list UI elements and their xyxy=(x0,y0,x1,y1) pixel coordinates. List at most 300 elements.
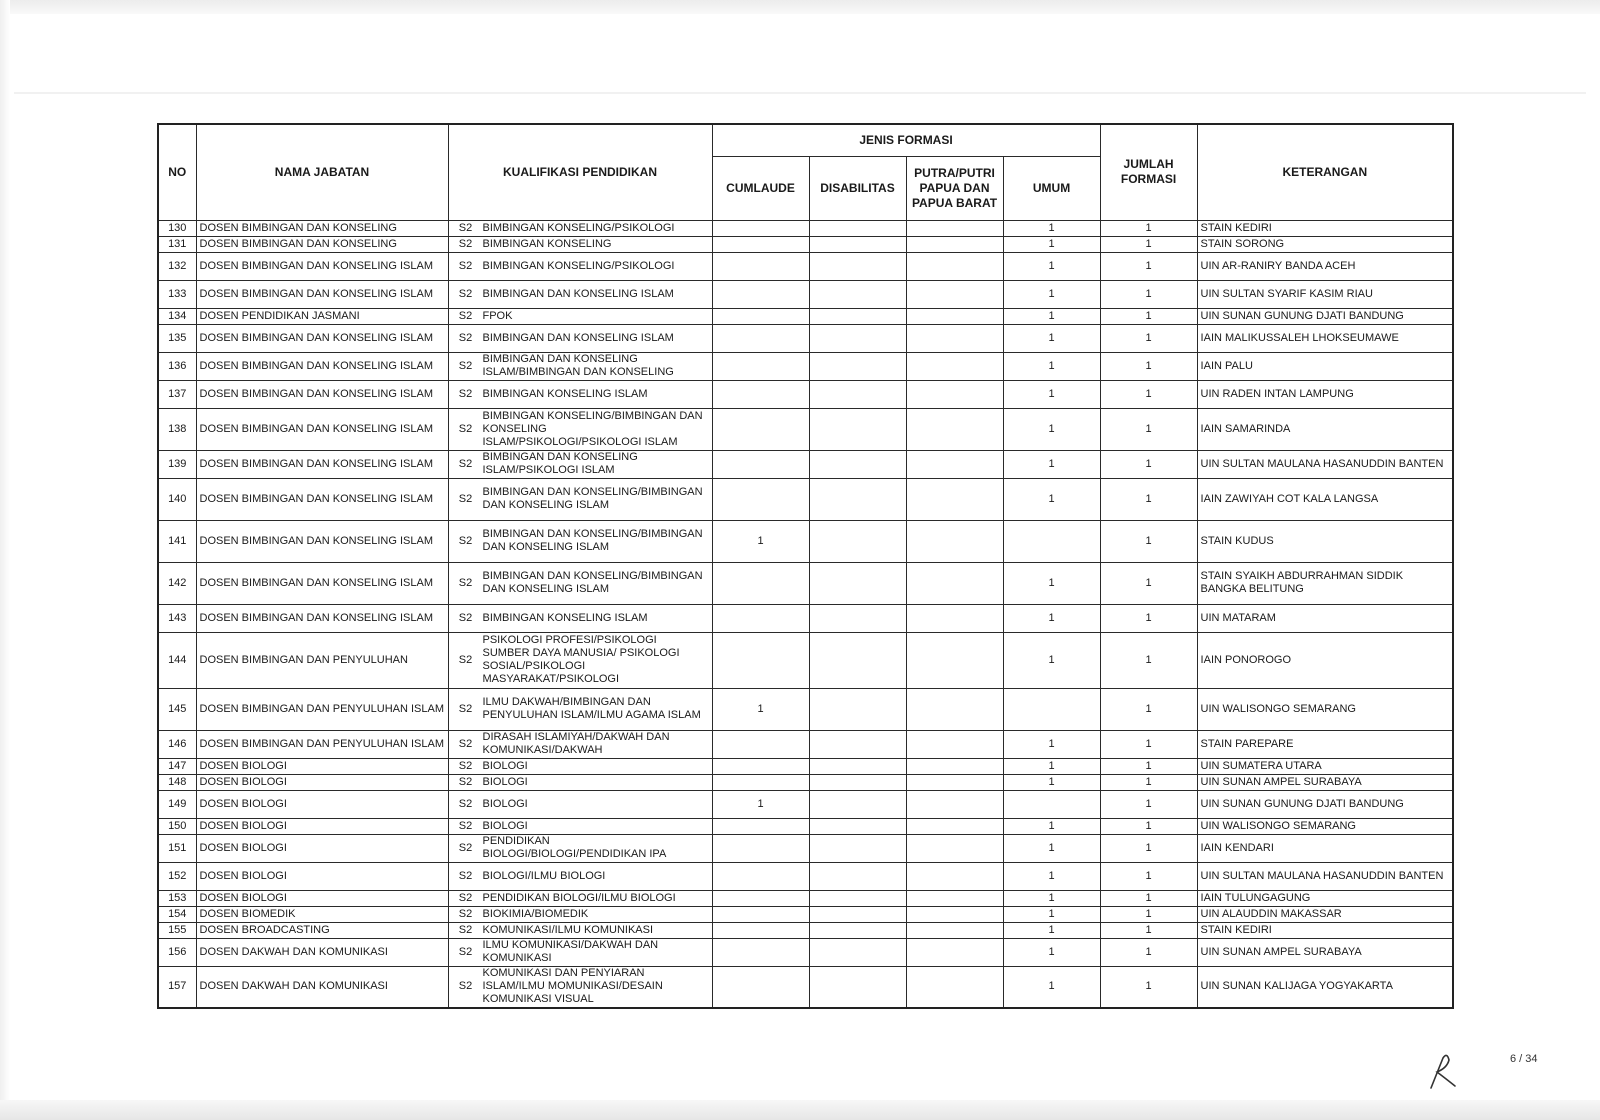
table-row xyxy=(158,818,1453,834)
cell-no: 140 xyxy=(158,478,196,520)
cell-jumlah-formasi: 1 xyxy=(1100,906,1197,922)
cell-keterangan: IAIN SAMARINDA xyxy=(1197,408,1453,450)
cell-program-studi: DIRASAH ISLAMIYAH/DAKWAH DAN KOMUNIKASI/DAKWAH xyxy=(482,731,670,756)
cell-jumlah-formasi: 1 xyxy=(1100,604,1197,632)
cell-keterangan: UIN SUNAN KALIJAGA YOGYAKARTA xyxy=(1197,966,1453,1008)
cell-cumlaude xyxy=(712,252,809,280)
cell-umum: 1 xyxy=(1003,922,1100,938)
cell-no: 150 xyxy=(158,818,196,834)
table-row xyxy=(158,220,1453,236)
cell-keterangan: STAIN SYAIKH ABDURRAHMAN SIDDIK BANGKA BELITUNG xyxy=(1197,562,1453,604)
cell-papua xyxy=(906,688,1003,730)
cell-papua xyxy=(906,408,1003,450)
cell-papua xyxy=(906,922,1003,938)
cell-umum: 1 xyxy=(1003,380,1100,408)
cell-papua xyxy=(906,758,1003,774)
cell-jumlah-formasi: 1 xyxy=(1100,730,1197,758)
cell-program-studi: BIOLOGI xyxy=(482,775,528,788)
cell-umum: 1 xyxy=(1003,236,1100,252)
cell-umum: 1 xyxy=(1003,478,1100,520)
cell-umum: 1 xyxy=(1003,308,1100,324)
cell-no: 145 xyxy=(158,688,196,730)
cell-kualifikasi xyxy=(448,604,712,632)
cell-nama-jabatan: DOSEN PENDIDIKAN JASMANI xyxy=(196,308,448,324)
cell-papua xyxy=(906,906,1003,922)
cell-program-studi: BIMBINGAN KONSELING ISLAM xyxy=(482,611,648,624)
cell-papua xyxy=(906,324,1003,352)
cell-keterangan: IAIN TULUNGAGUNG xyxy=(1197,890,1453,906)
cell-jumlah-formasi: 1 xyxy=(1100,632,1197,688)
cell-nama-jabatan: DOSEN BIMBINGAN DAN KONSELING ISLAM xyxy=(196,604,448,632)
cell-cumlaude xyxy=(712,220,809,236)
cell-papua xyxy=(906,220,1003,236)
cell-no: 136 xyxy=(158,352,196,380)
cell-nama-jabatan: DOSEN BIMBINGAN DAN KONSELING ISLAM xyxy=(196,520,448,562)
cell-cumlaude xyxy=(712,966,809,1008)
cell-nama-jabatan: DOSEN BROADCASTING xyxy=(196,922,448,938)
cell-jumlah-formasi: 1 xyxy=(1100,236,1197,252)
table-row xyxy=(158,236,1453,252)
cell-disabilitas xyxy=(809,408,906,450)
cell-jumlah-formasi: 1 xyxy=(1100,938,1197,966)
cell-program-studi: PSIKOLOGI PROFESI/PSIKOLOGI SUMBER DAYA MANUSIA/ PSIKOLOGI SOSIAL/PSIKOLOGI MASYARAKAT/PSIKOLOGI xyxy=(482,634,680,685)
cell-jumlah-formasi: 1 xyxy=(1100,758,1197,774)
cell-keterangan: UIN SUNAN AMPEL SURABAYA xyxy=(1197,774,1453,790)
table-row xyxy=(158,478,1453,520)
cell-no: 152 xyxy=(158,862,196,890)
header-jumlah-formasi: JUMLAH FORMASI xyxy=(1100,124,1197,220)
cell-jenjang: S2 xyxy=(458,869,473,882)
cell-disabilitas xyxy=(809,280,906,308)
cell-kualifikasi xyxy=(448,938,712,966)
cell-papua xyxy=(906,252,1003,280)
cell-disabilitas xyxy=(809,730,906,758)
cell-papua xyxy=(906,632,1003,688)
cell-papua xyxy=(906,890,1003,906)
cell-disabilitas xyxy=(809,380,906,408)
cell-jumlah-formasi: 1 xyxy=(1100,862,1197,890)
cell-jenjang: S2 xyxy=(458,331,473,344)
cell-cumlaude xyxy=(712,890,809,906)
cell-no: 144 xyxy=(158,632,196,688)
cell-disabilitas xyxy=(809,834,906,862)
cell-jumlah-formasi: 1 xyxy=(1100,308,1197,324)
cell-nama-jabatan: DOSEN BIMBINGAN DAN KONSELING ISLAM xyxy=(196,252,448,280)
cell-no: 141 xyxy=(158,520,196,562)
cell-cumlaude xyxy=(712,834,809,862)
cell-umum: 1 xyxy=(1003,324,1100,352)
cell-keterangan: IAIN PALU xyxy=(1197,352,1453,380)
cell-kualifikasi xyxy=(448,220,712,236)
cell-disabilitas xyxy=(809,324,906,352)
cell-jenjang: S2 xyxy=(458,907,473,920)
header-no: NO xyxy=(158,124,196,220)
cell-nama-jabatan: DOSEN BIMBINGAN DAN KONSELING ISLAM xyxy=(196,450,448,478)
cell-disabilitas xyxy=(809,774,906,790)
cell-disabilitas xyxy=(809,252,906,280)
header-putra-putri-papua: PUTRA/PUTRI PAPUA DAN PAPUA BARAT xyxy=(906,156,1003,220)
cell-umum: 1 xyxy=(1003,408,1100,450)
cell-kualifikasi xyxy=(448,408,712,450)
cell-nama-jabatan: DOSEN BIMBINGAN DAN PENYULUHAN xyxy=(196,632,448,688)
table-row xyxy=(158,862,1453,890)
cell-nama-jabatan: DOSEN BIMBINGAN DAN KONSELING xyxy=(196,236,448,252)
cell-papua xyxy=(906,938,1003,966)
cell-papua xyxy=(906,352,1003,380)
cell-program-studi: BIMBINGAN KONSELING/PSIKOLOGI xyxy=(482,259,675,272)
table-row xyxy=(158,632,1453,688)
cell-program-studi: BIOLOGI/ILMU BIOLOGI xyxy=(482,869,606,882)
cell-papua xyxy=(906,834,1003,862)
cell-disabilitas xyxy=(809,236,906,252)
cell-keterangan: IAIN MALIKUSSALEH LHOKSEUMAWE xyxy=(1197,324,1453,352)
cell-program-studi: BIOLOGI xyxy=(482,819,528,832)
cell-disabilitas xyxy=(809,938,906,966)
header-umum: UMUM xyxy=(1003,156,1100,220)
cell-disabilitas xyxy=(809,906,906,922)
cell-jenjang: S2 xyxy=(458,611,473,624)
cell-kualifikasi xyxy=(448,862,712,890)
table-row xyxy=(158,408,1453,450)
cell-keterangan: UIN MATARAM xyxy=(1197,604,1453,632)
cell-umum xyxy=(1003,520,1100,562)
cell-kualifikasi xyxy=(448,324,712,352)
cell-nama-jabatan: DOSEN BIMBINGAN DAN KONSELING ISLAM xyxy=(196,478,448,520)
cell-no: 139 xyxy=(158,450,196,478)
cell-papua xyxy=(906,818,1003,834)
header-disabilitas: DISABILITAS xyxy=(809,156,906,220)
cell-jumlah-formasi: 1 xyxy=(1100,562,1197,604)
cell-cumlaude xyxy=(712,478,809,520)
cell-jenjang: S2 xyxy=(458,387,473,400)
cell-kualifikasi xyxy=(448,834,712,862)
cell-umum: 1 xyxy=(1003,252,1100,280)
cell-kualifikasi xyxy=(448,252,712,280)
cell-jumlah-formasi: 1 xyxy=(1100,478,1197,520)
cell-disabilitas xyxy=(809,890,906,906)
cell-program-studi: FPOK xyxy=(482,309,513,322)
cell-disabilitas xyxy=(809,632,906,688)
cell-kualifikasi xyxy=(448,450,712,478)
cell-keterangan: STAIN KEDIRI xyxy=(1197,922,1453,938)
cell-kualifikasi xyxy=(448,906,712,922)
cell-jumlah-formasi: 1 xyxy=(1100,774,1197,790)
cell-kualifikasi xyxy=(448,520,712,562)
cell-program-studi: PENDIDIKAN BIOLOGI/ILMU BIOLOGI xyxy=(482,891,676,904)
cell-keterangan: STAIN KEDIRI xyxy=(1197,220,1453,236)
cell-program-studi: BIMBINGAN KONSELING/PSIKOLOGI xyxy=(482,221,675,234)
cell-no: 135 xyxy=(158,324,196,352)
cell-jenjang: S2 xyxy=(458,534,473,547)
table-row xyxy=(158,520,1453,562)
cell-kualifikasi xyxy=(448,632,712,688)
cell-cumlaude: 1 xyxy=(712,688,809,730)
cell-program-studi: BIMBINGAN DAN KONSELING ISLAM/PSIKOLOGI ISLAM xyxy=(482,451,638,476)
cell-disabilitas xyxy=(809,562,906,604)
cell-umum: 1 xyxy=(1003,774,1100,790)
cell-program-studi: PENDIDIKAN BIOLOGI/BIOLOGI/PENDIDIKAN IPA xyxy=(482,835,667,860)
cell-program-studi: ILMU DAKWAH/BIMBINGAN DAN PENYULUHAN ISLAM/ILMU AGAMA ISLAM xyxy=(482,696,701,721)
page-number: 6 / 34 xyxy=(1510,1053,1538,1065)
cell-no: 153 xyxy=(158,890,196,906)
cell-cumlaude xyxy=(712,938,809,966)
cell-nama-jabatan: DOSEN BIMBINGAN DAN KONSELING ISLAM xyxy=(196,324,448,352)
cell-disabilitas xyxy=(809,352,906,380)
cell-kualifikasi xyxy=(448,280,712,308)
cell-disabilitas xyxy=(809,520,906,562)
cell-jumlah-formasi: 1 xyxy=(1100,966,1197,1008)
cell-kualifikasi xyxy=(448,688,712,730)
table-row xyxy=(158,834,1453,862)
cell-jumlah-formasi: 1 xyxy=(1100,220,1197,236)
cell-jenjang: S2 xyxy=(458,945,473,958)
cell-jenjang: S2 xyxy=(458,759,473,772)
cell-nama-jabatan: DOSEN BIMBINGAN DAN KONSELING xyxy=(196,220,448,236)
cell-jumlah-formasi: 1 xyxy=(1100,450,1197,478)
cell-disabilitas xyxy=(809,922,906,938)
scan-line xyxy=(14,92,1586,94)
cell-jenjang: S2 xyxy=(458,797,473,810)
cell-keterangan: IAIN PONOROGO xyxy=(1197,632,1453,688)
formasi-table xyxy=(157,123,1454,1009)
cell-umum: 1 xyxy=(1003,220,1100,236)
cell-kualifikasi xyxy=(448,890,712,906)
cell-papua xyxy=(906,774,1003,790)
cell-keterangan: UIN SULTAN MAULANA HASANUDDIN BANTEN xyxy=(1197,450,1453,478)
cell-jenjang: S2 xyxy=(458,819,473,832)
cell-keterangan: IAIN ZAWIYAH COT KALA LANGSA xyxy=(1197,478,1453,520)
cell-jenjang: S2 xyxy=(458,891,473,904)
cell-jumlah-formasi: 1 xyxy=(1100,922,1197,938)
cell-program-studi: BIMBINGAN DAN KONSELING ISLAM/BIMBINGAN DAN KONSELING xyxy=(482,353,674,378)
cell-keterangan: STAIN KUDUS xyxy=(1197,520,1453,562)
cell-umum: 1 xyxy=(1003,758,1100,774)
cell-jenjang: S2 xyxy=(458,359,473,372)
cell-jenjang: S2 xyxy=(458,221,473,234)
cell-program-studi: ILMU KOMUNIKASI/DAKWAH DAN KOMUNIKASI xyxy=(482,939,659,964)
cell-nama-jabatan: DOSEN BIMBINGAN DAN KONSELING ISLAM xyxy=(196,380,448,408)
cell-cumlaude xyxy=(712,604,809,632)
cell-papua xyxy=(906,308,1003,324)
cell-keterangan: UIN ALAUDDIN MAKASSAR xyxy=(1197,906,1453,922)
table-header xyxy=(158,124,1453,220)
cell-nama-jabatan: DOSEN BIOLOGI xyxy=(196,834,448,862)
cell-keterangan: UIN SULTAN SYARIF KASIM RIAU xyxy=(1197,280,1453,308)
table-row xyxy=(158,790,1453,818)
cell-no: 149 xyxy=(158,790,196,818)
cell-jenjang: S2 xyxy=(458,309,473,322)
scan-edge-top xyxy=(0,0,1600,14)
cell-nama-jabatan: DOSEN BIOLOGI xyxy=(196,774,448,790)
cell-cumlaude xyxy=(712,236,809,252)
cell-jenjang: S2 xyxy=(458,980,473,993)
cell-jumlah-formasi: 1 xyxy=(1100,818,1197,834)
scan-edge-left xyxy=(0,0,10,1120)
cell-jumlah-formasi: 1 xyxy=(1100,252,1197,280)
cell-program-studi: BIMBINGAN KONSELING xyxy=(482,237,612,250)
cell-disabilitas xyxy=(809,308,906,324)
cell-jenjang: S2 xyxy=(458,923,473,936)
cell-nama-jabatan: DOSEN BIOLOGI xyxy=(196,818,448,834)
cell-no: 147 xyxy=(158,758,196,774)
cell-papua xyxy=(906,862,1003,890)
cell-jenjang: S2 xyxy=(458,237,473,250)
cell-cumlaude xyxy=(712,774,809,790)
cell-papua xyxy=(906,520,1003,562)
cell-no: 131 xyxy=(158,236,196,252)
cell-kualifikasi xyxy=(448,478,712,520)
cell-cumlaude xyxy=(712,380,809,408)
cell-kualifikasi xyxy=(448,790,712,818)
cell-disabilitas xyxy=(809,604,906,632)
cell-jumlah-formasi: 1 xyxy=(1100,890,1197,906)
cell-umum: 1 xyxy=(1003,966,1100,1008)
cell-umum: 1 xyxy=(1003,450,1100,478)
cell-kualifikasi xyxy=(448,730,712,758)
cell-papua xyxy=(906,478,1003,520)
table-row xyxy=(158,774,1453,790)
cell-jenjang: S2 xyxy=(458,422,473,435)
table-row xyxy=(158,324,1453,352)
cell-kualifikasi xyxy=(448,236,712,252)
cell-no: 137 xyxy=(158,380,196,408)
cell-kualifikasi xyxy=(448,352,712,380)
cell-nama-jabatan: DOSEN DAKWAH DAN KOMUNIKASI xyxy=(196,938,448,966)
cell-cumlaude xyxy=(712,862,809,890)
cell-umum: 1 xyxy=(1003,834,1100,862)
cell-papua xyxy=(906,604,1003,632)
table-row xyxy=(158,688,1453,730)
cell-jumlah-formasi: 1 xyxy=(1100,688,1197,730)
header-cumlaude: CUMLAUDE xyxy=(712,156,809,220)
cell-program-studi: BIMBINGAN DAN KONSELING/BIMBINGAN DAN KONSELING ISLAM xyxy=(482,528,703,553)
cell-no: 154 xyxy=(158,906,196,922)
cell-cumlaude xyxy=(712,450,809,478)
cell-umum xyxy=(1003,790,1100,818)
cell-umum: 1 xyxy=(1003,280,1100,308)
cell-program-studi: KOMUNIKASI DAN PENYIARAN ISLAM/ILMU MOMUNIKASI/DESAIN KOMUNIKASI VISUAL xyxy=(482,967,663,1006)
table-row xyxy=(158,890,1453,906)
cell-no: 138 xyxy=(158,408,196,450)
cell-program-studi: BIOKIMIA/BIOMEDIK xyxy=(482,907,589,920)
cell-papua xyxy=(906,280,1003,308)
cell-nama-jabatan: DOSEN BIMBINGAN DAN KONSELING ISLAM xyxy=(196,352,448,380)
cell-papua xyxy=(906,790,1003,818)
table-body xyxy=(158,220,1453,1008)
table-row xyxy=(158,922,1453,938)
cell-cumlaude: 1 xyxy=(712,790,809,818)
cell-keterangan: UIN SULTAN MAULANA HASANUDDIN BANTEN xyxy=(1197,862,1453,890)
cell-cumlaude xyxy=(712,308,809,324)
cell-disabilitas xyxy=(809,478,906,520)
cell-no: 151 xyxy=(158,834,196,862)
cell-keterangan: UIN RADEN INTAN LAMPUNG xyxy=(1197,380,1453,408)
table-row xyxy=(158,966,1453,1008)
cell-nama-jabatan: DOSEN BIOLOGI xyxy=(196,758,448,774)
cell-jenjang: S2 xyxy=(458,737,473,750)
cell-cumlaude xyxy=(712,352,809,380)
cell-nama-jabatan: DOSEN BIOMEDIK xyxy=(196,906,448,922)
cell-keterangan: UIN SUNAN GUNUNG DJATI BANDUNG xyxy=(1197,790,1453,818)
cell-keterangan: UIN WALISONGO SEMARANG xyxy=(1197,688,1453,730)
cell-umum: 1 xyxy=(1003,632,1100,688)
cell-cumlaude xyxy=(712,408,809,450)
cell-program-studi: BIOLOGI xyxy=(482,797,528,810)
table-row xyxy=(158,352,1453,380)
cell-cumlaude: 1 xyxy=(712,520,809,562)
table-row xyxy=(158,730,1453,758)
cell-papua xyxy=(906,450,1003,478)
cell-no: 146 xyxy=(158,730,196,758)
cell-nama-jabatan: DOSEN BIMBINGAN DAN KONSELING ISLAM xyxy=(196,280,448,308)
cell-no: 148 xyxy=(158,774,196,790)
cell-keterangan: UIN SUMATERA UTARA xyxy=(1197,758,1453,774)
cell-no: 142 xyxy=(158,562,196,604)
cell-jumlah-formasi: 1 xyxy=(1100,280,1197,308)
cell-program-studi: BIMBINGAN DAN KONSELING/BIMBINGAN DAN KONSELING ISLAM xyxy=(482,486,703,511)
cell-disabilitas xyxy=(809,758,906,774)
cell-umum: 1 xyxy=(1003,906,1100,922)
table-row xyxy=(158,758,1453,774)
cell-jumlah-formasi: 1 xyxy=(1100,380,1197,408)
cell-keterangan: UIN SUNAN AMPEL SURABAYA xyxy=(1197,938,1453,966)
table-row xyxy=(158,938,1453,966)
cell-umum: 1 xyxy=(1003,862,1100,890)
cell-keterangan: UIN AR-RANIRY BANDA ACEH xyxy=(1197,252,1453,280)
cell-cumlaude xyxy=(712,324,809,352)
cell-kualifikasi xyxy=(448,774,712,790)
cell-disabilitas xyxy=(809,450,906,478)
cell-program-studi: BIOLOGI xyxy=(482,759,528,772)
cell-keterangan: STAIN SORONG xyxy=(1197,236,1453,252)
cell-jumlah-formasi: 1 xyxy=(1100,520,1197,562)
table-row xyxy=(158,906,1453,922)
cell-no: 157 xyxy=(158,966,196,1008)
cell-nama-jabatan: DOSEN BIOLOGI xyxy=(196,790,448,818)
cell-cumlaude xyxy=(712,562,809,604)
cell-jumlah-formasi: 1 xyxy=(1100,324,1197,352)
cell-umum: 1 xyxy=(1003,890,1100,906)
cell-jumlah-formasi: 1 xyxy=(1100,352,1197,380)
cell-jenjang: S2 xyxy=(458,653,473,666)
header-keterangan: KETERANGAN xyxy=(1197,124,1453,220)
cell-umum: 1 xyxy=(1003,818,1100,834)
cell-no: 132 xyxy=(158,252,196,280)
cell-no: 134 xyxy=(158,308,196,324)
cell-kualifikasi xyxy=(448,380,712,408)
cell-jenjang: S2 xyxy=(458,287,473,300)
cell-papua xyxy=(906,730,1003,758)
cell-cumlaude xyxy=(712,758,809,774)
cell-cumlaude xyxy=(712,632,809,688)
table-row xyxy=(158,380,1453,408)
cell-papua xyxy=(906,966,1003,1008)
cell-disabilitas xyxy=(809,790,906,818)
cell-program-studi: BIMBINGAN KONSELING/BIMBINGAN DAN KONSELING ISLAM/PSIKOLOGI/PSIKOLOGI ISLAM xyxy=(482,409,703,448)
scan-edge-bottom xyxy=(0,1100,1600,1120)
table-row xyxy=(158,280,1453,308)
cell-jumlah-formasi: 1 xyxy=(1100,790,1197,818)
cell-disabilitas xyxy=(809,818,906,834)
cell-umum: 1 xyxy=(1003,352,1100,380)
cell-no: 130 xyxy=(158,220,196,236)
cell-cumlaude xyxy=(712,280,809,308)
cell-umum: 1 xyxy=(1003,604,1100,632)
cell-umum: 1 xyxy=(1003,938,1100,966)
cell-kualifikasi xyxy=(448,308,712,324)
cell-keterangan: UIN SUNAN GUNUNG DJATI BANDUNG xyxy=(1197,308,1453,324)
cell-program-studi: BIMBINGAN DAN KONSELING ISLAM xyxy=(482,331,674,344)
